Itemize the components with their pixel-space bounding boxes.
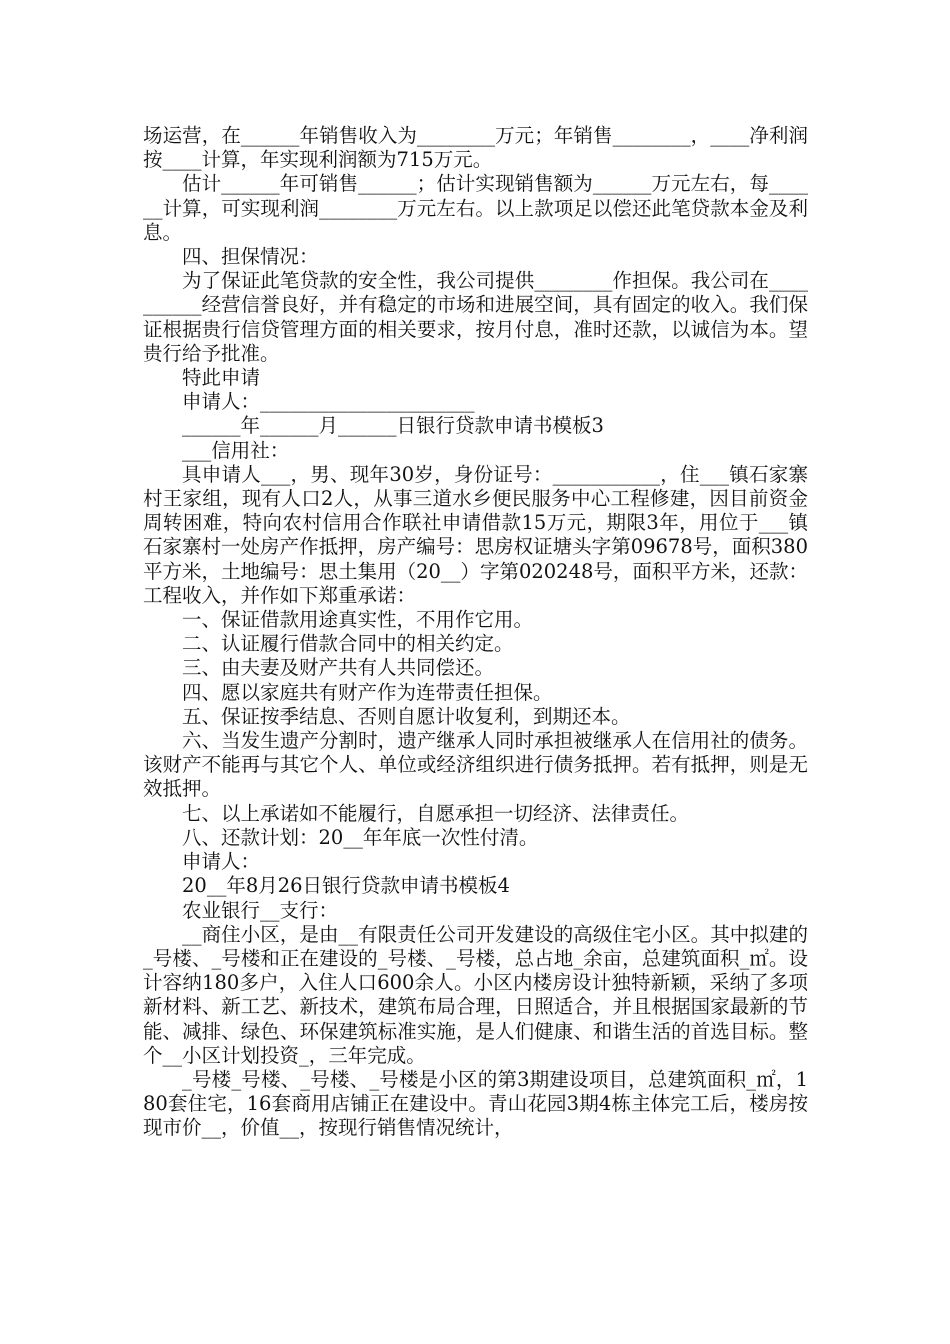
promise-item-8-repayment: 八、还款计划：20__年年底一次性付清。 [182,825,539,849]
promise-item-7: 七、以上承诺如不能履行，自愿承担一切经济、法律责任。 [182,801,690,825]
salutation-agricultural-bank: 农业银行__支行： [182,898,339,922]
salutation-credit-union: ___信用社： [182,438,290,462]
promise-item-1: 一、保证借款用途真实性，不用作它用。 [182,608,534,632]
promise-item-5: 五、保证按季结息、否则自愿计收复利，到期还本。 [182,704,631,728]
paragraph-phase-3: _号楼_号楼、_号楼、_号楼是小区的第3期建设项目，总建筑面积_㎡，180套住宅，16套商用店铺正在建设中。青山花园3期4栋主体完工后，楼房按现市价__，价值__，按现行销售情况统计， [143,1067,808,1140]
closing-line: 特此申请 [182,366,261,390]
paragraph-continued-sales: 场运营，在______年销售收入为________万元；年销售________，____净利润按____计算，年实现利润额为715万元。 [143,124,808,172]
applicant-signature-line: 申请人：______________________ [182,390,475,414]
section-heading-guarantee: 四、担保情况： [182,245,319,269]
date-and-template-title-3: ______年______月______日银行贷款申请书模板3 [182,414,604,438]
paragraph-applicant-details: 具申请人___，男、现年30岁，身份证号：___________，住___镇石家寨村王家组，现有人口2人，从事三道水乡便民服务中心工程修建，因目前资金周转困难，特向农村信用合作联社申请借款15万元，期限3年，用位于___镇石家寨村一处房产作抵押，房产编号：思房权证塘头字第09678号，面积380平方米，土地编号：思土集用（20__）字第020248号，面积平方米，还款：工程收入，并作如下郑重承诺： [143,462,808,607]
document-body [143,124,808,1141]
promise-item-3: 三、由夫妻及财产共有人共同偿还。 [182,656,495,680]
paragraph-estimate: 估计______年可销售______；估计实现销售额为______万元左右，每______计算，可实现利润________万元左右。以上款项足以偿还此笔贷款本金及利息。 [143,172,808,244]
applicant-label: 申请人： [182,850,261,874]
paragraph-guarantee: 为了保证此笔贷款的安全性，我公司提供________作担保。我公司在__________经营信誉良好，并有稳定的市场和进展空间，具有固定的收入。我们保证根据贵行信贷管理方面的相关要求，按月付息，准时还款，以诚信为本。望贵行给予批准。 [143,269,808,365]
promise-item-6: 六、当发生遗产分割时，遗产继承人同时承担被继承人在信用社的债务。该财产不能再与其它个人、单位或经济组织进行债务抵押。若有抵押，则是无效抵押。 [143,729,808,801]
promise-item-4: 四、愿以家庭共有财产作为连带责任担保。 [182,680,553,704]
paragraph-residential-project: __商住小区，是由__有限责任公司开发建设的高级住宅小区。其中拟建的_号楼、_号楼和正在建设的_号楼、_号楼，总占地_余亩，总建筑面积_㎡。设计容纳180多户，入住人口600余人。小区内楼房设计独特新颖，采纳了多项新材料、新工艺、新技术，建筑布局合理，日照适合，并且根据国家最新的节能、减排、绿色、环保建筑标准实施，是人们健康、和谐生活的首选目标。整个__小区计划投资_，三年完成。 [143,922,808,1067]
date-and-template-title-4: 20__年8月26日银行贷款申请书模板4 [182,874,510,898]
promise-item-2: 二、认证履行借款合同中的相关约定。 [182,632,514,656]
